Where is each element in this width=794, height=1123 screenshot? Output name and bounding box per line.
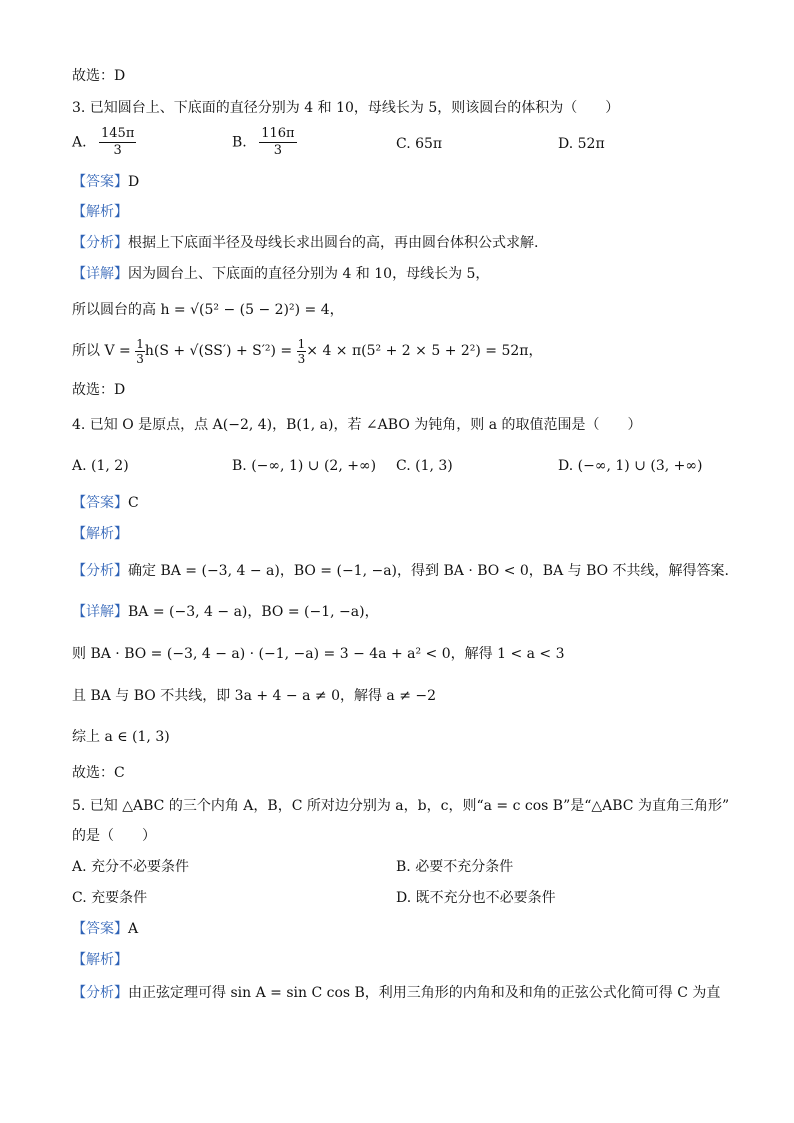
q3-stem: 3. 已知圆台上、下底面的直径分别为 4 和 10，母线长为 5，则该圆台的体积为（ ） <box>72 100 620 116</box>
q5-stem: 5. 已知 △ABC 的三个内角 A，B，C 所对边分别为 a，b，c，则“a = c cos B”是“△ABC 为直角三角形” <box>72 798 730 814</box>
q4-choice: 故选：C <box>72 765 125 781</box>
q5-fenxi: 【分析】由正弦定理可得 sin A = sin C cos B，利用三角形的内角和及和角的正弦公式化简可得 C 为直 <box>72 985 721 1001</box>
q3-option-a: A. $\frac{145\pi}{3}$ <box>72 126 135 158</box>
q5-option-d: D. 既不充分也不必要条件 <box>396 890 556 906</box>
q3-choice: 故选：D <box>72 382 126 398</box>
q4-option-b: B. (−∞, 1) ∪ (2, +∞) <box>232 458 377 474</box>
q4-analysis-heading: 【解析】 <box>72 526 128 542</box>
q5-answer: 【答案】A <box>72 921 139 937</box>
q3-option-b: B. $\frac{116\pi}{3}$ <box>232 126 295 158</box>
q5-analysis-heading: 【解析】 <box>72 952 128 968</box>
q4-collinear: 且 BA 与 BO 不共线，即 3a + 4 − a ≠ 0，解得 a ≠ −2 <box>72 688 437 704</box>
q5-option-c: C. 充要条件 <box>72 890 148 906</box>
q4-answer: 【答案】C <box>72 495 139 511</box>
q3-volume-formula: 所以 V = $\frac{1}{3}$ h(S + √(SS′) + S′²) = $\frac{1}{3}$ × 4 × π(5² + 2 × 5 + 2²) = 52π， <box>72 336 543 366</box>
q4-xiangjie: 【详解】BA = (−3, 4 − a)，BO = (−1, −a)， <box>72 604 379 620</box>
q2-choice: 故选：D <box>72 68 126 84</box>
q3-option-d: D. 52π <box>558 136 605 152</box>
q4-option-c: C. (1, 3) <box>396 458 453 474</box>
q3-option-c: C. 65π <box>396 136 443 152</box>
q3-answer: 【答案】D <box>72 174 140 190</box>
q5-stem-cont: 的是（ ） <box>72 828 156 844</box>
q4-stem: 4. 已知 O 是原点，点 A(−2, 4)，B(1, a)，若 ∠ABO 为钝角，则 a 的取值范围是（ ） <box>72 417 642 433</box>
q3-fenxi: 【分析】根据上下底面半径及母线长求出圆台的高，再由圆台体积公式求解. <box>72 235 539 251</box>
q4-fenxi: 【分析】确定 BA = (−3, 4 − a)，BO = (−1, −a)，得到 BA · BO < 0，BA 与 BO 不共线，解得答案. <box>72 563 730 579</box>
q3-height-formula: 所以圆台的高 h = √(5² − (5 − 2)²) = 4， <box>72 302 344 318</box>
q4-summary: 综上 a ∈ (1, 3) <box>72 729 170 745</box>
q3-xiangjie: 【详解】因为圆台上、下底面的直径分别为 4 和 10，母线长为 5， <box>72 266 490 282</box>
q4-dot-product: 则 BA · BO = (−3, 4 − a) · (−1, −a) = 3 − 4a + a² < 0，解得 1 < a < 3 <box>72 646 565 662</box>
q5-option-a: A. 充分不必要条件 <box>72 859 190 875</box>
q3-analysis-heading: 【解析】 <box>72 204 128 220</box>
q5-option-b: B. 必要不充分条件 <box>396 859 514 875</box>
q4-option-d: D. (−∞, 1) ∪ (3, +∞) <box>558 458 703 474</box>
q4-option-a: A. (1, 2) <box>72 458 129 474</box>
